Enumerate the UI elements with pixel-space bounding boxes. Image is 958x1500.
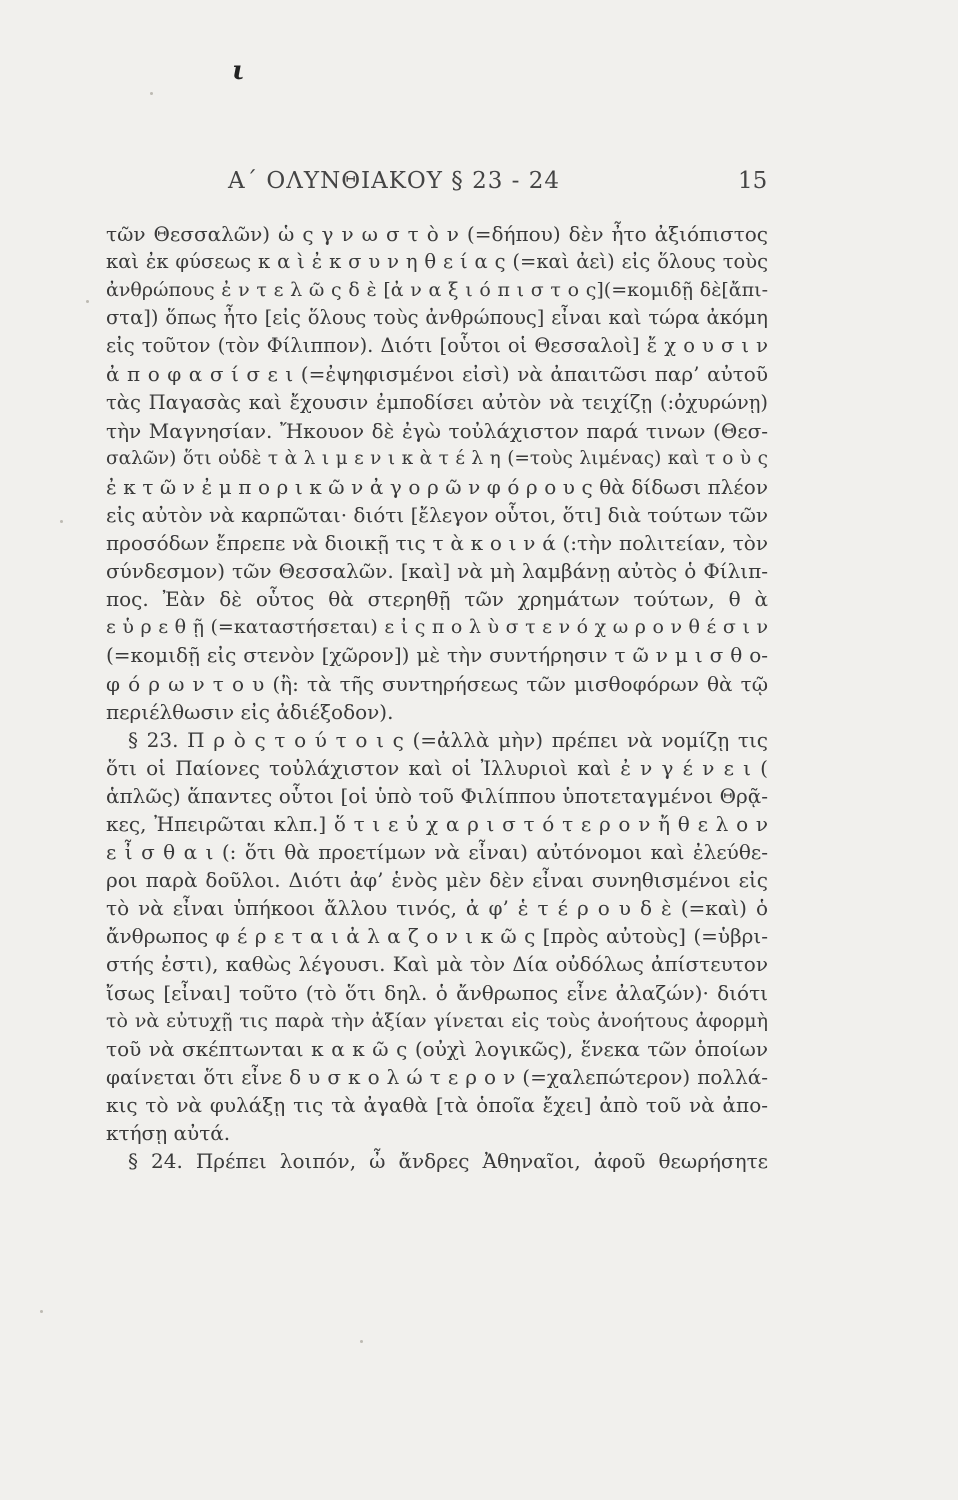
text-line: ἴσως [εἶναι] τοῦτο (τὸ ὅτι δηλ. ὁ ἄνθρωπος εἶνε ἀλαζών)· διότι (106, 980, 768, 1005)
text-line: τὸ νὰ εὐτυχῇ τις παρὰ τὴν ἀξίαν γίνεται εἰς τοὺς ἀνοήτους ἀφορμὴ (106, 1009, 768, 1032)
text-line: κτήσῃ αὐτά. (106, 1121, 231, 1145)
text-line: φ ό ρ ω ν τ ο υ (ἢ: τὰ τῆς συντηρήσεως τῶν μισθοφόρων θὰ τῷ (106, 671, 768, 696)
paper-speck (40, 1310, 43, 1313)
text-line: σύνδεσμον) τῶν Θεσσαλῶν. [καὶ] νὰ μὴ λαμβάνῃ αὐτὸς ὁ Φίλιπ- (106, 559, 768, 584)
text-line: εἰς αὐτὸν νὰ καρπῶται· διότι [ἔλεγον οὗτοι, ὅτι] διὰ τούτων τῶν (106, 502, 769, 527)
text-line: κις τὸ νὰ φυλάξῃ τις τὰ ἀγαθὰ [τὰ ὁποῖα ἔχει] ἀπὸ τοῦ νὰ ἀπο- (106, 1092, 768, 1117)
text-line: τοῦ νὰ σκέπτωνται κ α κ ῶ ς (οὐχὶ λογικῶς), ἕνεκα τῶν ὁποίων (106, 1036, 768, 1061)
body-text (106, 220, 768, 1175)
text-line: ἀ π ο φ α σ ί σ ε ι (=ἐψηφισμένοι εἰσὶ) νὰ ἀπαιτῶσι παρ’ αὐτοῦ (106, 362, 768, 387)
text-line: τὸ νὰ εἶναι ὑπήκοοι ἄλλου τινός, ἀ φ’ ἑ τ έ ρ ο υ δ ὲ (=καὶ) ὁ (106, 896, 768, 921)
text-line: περιέλθωσιν εἰς ἀδιέξοδον). (106, 699, 394, 724)
text-line: ἄνθρωπος φ έ ρ ε τ α ι ἀ λ α ζ ο ν ι κ ῶ ς [πρὸς αὐτοὺς] (=ὑβρι- (106, 924, 768, 949)
text-line: πος. Ἐὰν δὲ οὗτος θὰ στερηθῇ τῶν χρημάτων τούτων, θ ὰ (106, 587, 768, 612)
text-line: ε ἶ σ θ α ι (: ὅτι θὰ προετίμων νὰ εἶναι) αὐτόνομοι καὶ ἐλεύθε- (106, 840, 768, 865)
text-line: ε ὑ ρ ε θ ῇ (=καταστήσεται) ε ἰ ς π ο λ ὺ σ τ ε ν ό χ ω ρ ο ν θ έ σ ι ν (106, 616, 768, 639)
page-number: 15 (738, 168, 768, 194)
text-line: ὅτι οἱ Παίονες τοὐλάχιστον καὶ οἱ Ἰλλυριοὶ καὶ ἐ ν γ έ ν ε ι ( (106, 755, 768, 780)
text-line: φαίνεται ὅτι εἶνε δ υ σ κ ο λ ώ τ ε ρ ο ν (=χαλεπώτερον) πολλά- (106, 1064, 768, 1089)
section-24-start: § 24. Πρέπει λοιπόν, ὦ ἄνδρες Ἀθηναῖοι, ἀφοῦ θεωρήσητε (128, 1149, 768, 1174)
text-line: ροι παρὰ δοῦλοι. Διότι ἀφ’ ἑνὸς μὲν δὲν εἶναι συνηθισμένοι εἰς (106, 868, 768, 893)
text-line: σαλῶν) ὅτι οὐδὲ τ ὰ λ ι μ ε ν ι κ ὰ τ έ λ η (=τοὺς λιμένας) καὶ τ ο ὺ ς (106, 447, 768, 469)
running-header (0, 168, 958, 208)
header-title: Α΄ ΟΛΥΝΘΙΑΚΟΥ § 23 - 24 (228, 168, 561, 194)
paper-speck (60, 520, 63, 523)
top-margin-mark: ι (232, 56, 245, 86)
text-line: εἰς τοῦτον (τὸν Φίλιππον). Διότι [οὗτοι οἱ Θεσσαλοὶ] ἔ χ ο υ σ ι ν (106, 334, 768, 358)
paper-speck (150, 92, 153, 95)
text-line: ἀνθρώπους ἐ ν τ ε λ ῶ ς δ ὲ [ἀ ν α ξ ι ό π ι σ τ ο ς](=κομιδῇ δὲ[ἄπι- (106, 279, 768, 302)
paper-speck (86, 300, 89, 303)
text-line: τῶν Θεσσαλῶν) ὡ ς γ ν ω σ τ ὸ ν (=δήπου) δὲν ἦτο ἀξιόπιστος (106, 222, 768, 246)
text-line: κες, Ἠπειρῶται κλπ.] ὅ τ ι ε ὐ χ α ρ ι σ τ ό τ ε ρ ο ν ἤ θ ε λ ο ν (106, 811, 768, 836)
text-line: καὶ ἐκ φύσεως κ α ὶ ἐ κ σ υ ν η θ ε ί α ς (=καὶ ἀεὶ) εἰς ὅλους τοὺς (106, 250, 768, 274)
section-23-start: § 23. Π ρ ὸ ς τ ο ύ τ ο ι ς (=ἀλλὰ μὴν) πρέπει νὰ νομίζῃ τις (128, 727, 768, 752)
text-line: τὴν Μαγνησίαν. Ἤκουον δὲ ἐγὼ τοὐλάχιστον παρά τινων (Θεσ- (106, 418, 768, 443)
text-line: στα]) ὅπως ἦτο [εἰς ὅλους τοὺς ἀνθρώπους] εἶναι καὶ τώρα ἀκόμη (106, 306, 768, 330)
paper-speck (360, 1340, 363, 1343)
text-line: (=κομιδῇ εἰς στενὸν [χῶρον]) μὲ τὴν συντήρησιν τ ῶ ν μ ι σ θ ο- (106, 643, 768, 668)
text-line: τὰς Παγασὰς καὶ ἔχουσιν ἐμποδίσει αὐτὸν νὰ τειχίζῃ (:ὀχυρώνῃ) (106, 390, 768, 414)
text-line: προσόδων ἔπρεπε νὰ διοικῇ τις τ ὰ κ ο ι ν ά (:τὴν πολιτείαν, τὸν (106, 531, 768, 556)
text-line: ἐ κ τ ῶ ν ἐ μ π ο ρ ι κ ῶ ν ἀ γ ο ρ ῶ ν φ ό ρ ο υ ς θὰ δίδωσι πλέον (106, 474, 768, 499)
text-line: ἁπλῶς) ἅπαντες οὗτοι [οἱ ὑπὸ τοῦ Φιλίππου ὑποτεταγμένοι Θρᾷ- (106, 783, 768, 808)
text-line: στής ἐστι), καθὼς λέγουσι. Καὶ μὰ τὸν Δία οὐδόλως ἀπίστευτον (106, 952, 768, 977)
